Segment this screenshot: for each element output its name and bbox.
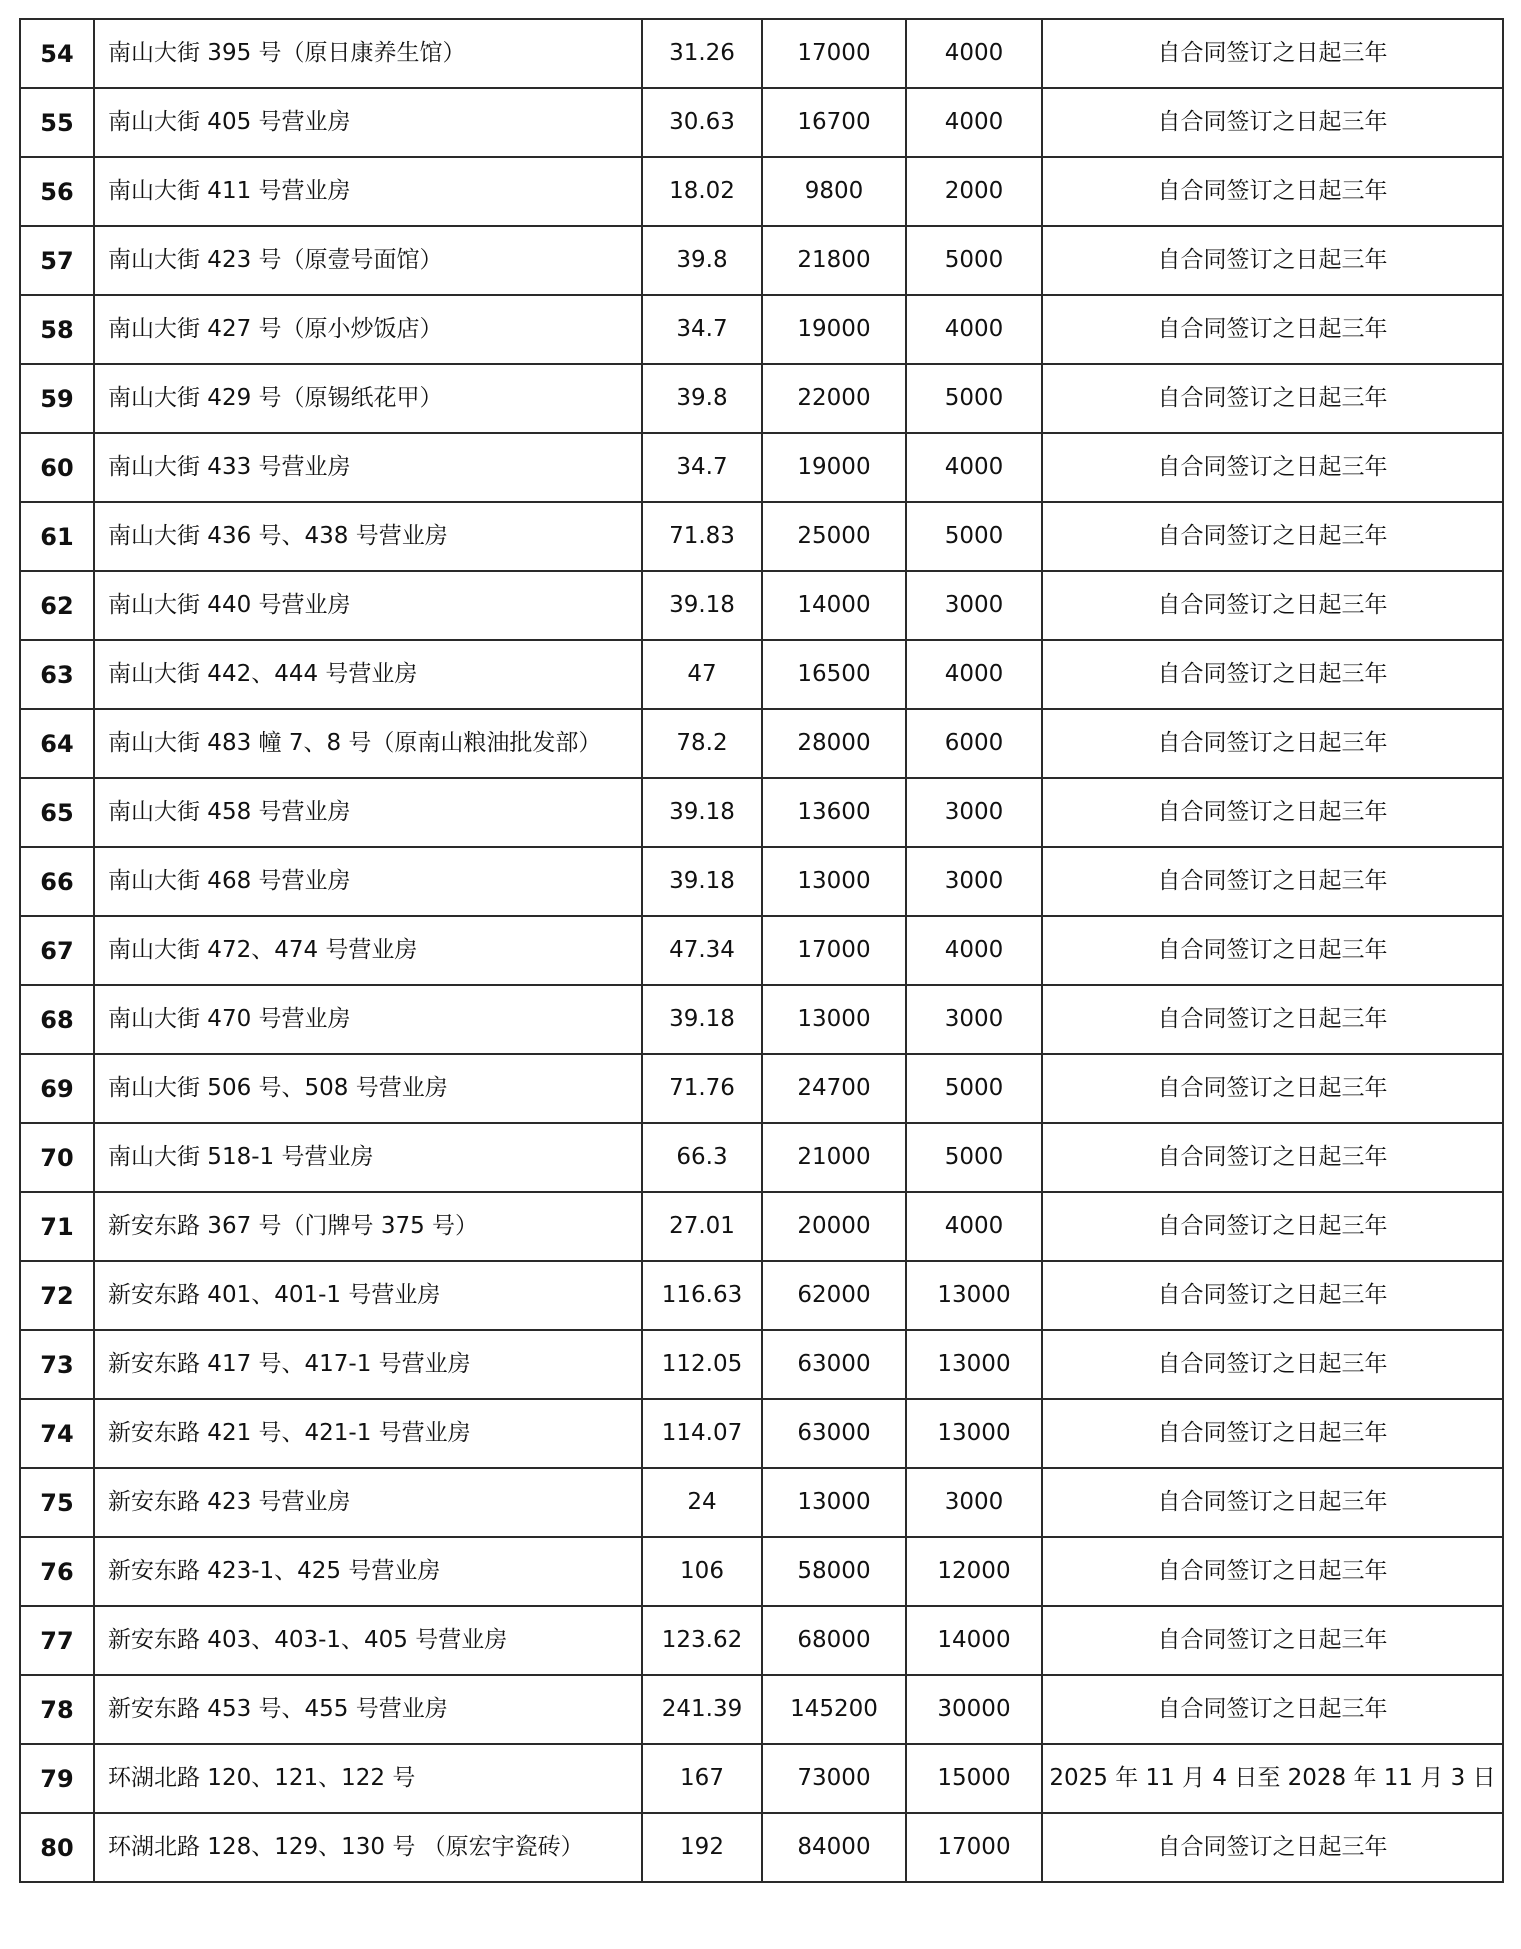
area-value: 27.01 (642, 1192, 762, 1261)
row-number: 79 (20, 1744, 94, 1813)
property-address: 新安东路 401、401-1 号营业房 (94, 1261, 642, 1330)
rent-value: 22000 (762, 364, 906, 433)
deposit-value: 5000 (906, 502, 1042, 571)
rent-value: 63000 (762, 1330, 906, 1399)
table-row (20, 778, 1503, 847)
rent-value: 19000 (762, 295, 906, 364)
rent-value: 16500 (762, 640, 906, 709)
row-number: 67 (20, 916, 94, 985)
deposit-value: 5000 (906, 364, 1042, 433)
property-lease-table (19, 18, 1504, 1883)
row-number: 71 (20, 1192, 94, 1261)
deposit-value: 30000 (906, 1675, 1042, 1744)
lease-term: 自合同签订之日起三年 (1042, 1123, 1503, 1192)
area-value: 106 (642, 1537, 762, 1606)
rent-value: 17000 (762, 19, 906, 88)
lease-term: 自合同签订之日起三年 (1042, 88, 1503, 157)
table-row (20, 1606, 1503, 1675)
property-address: 南山大街 427 号（原小炒饭店） (94, 295, 642, 364)
deposit-value: 4000 (906, 1192, 1042, 1261)
lease-term: 自合同签订之日起三年 (1042, 1192, 1503, 1261)
row-number: 80 (20, 1813, 94, 1882)
table-row (20, 1675, 1503, 1744)
property-address: 南山大街 433 号营业房 (94, 433, 642, 502)
area-value: 39.18 (642, 778, 762, 847)
area-value: 39.18 (642, 847, 762, 916)
property-address: 南山大街 429 号（原锡纸花甲） (94, 364, 642, 433)
table-row (20, 916, 1503, 985)
lease-term: 自合同签订之日起三年 (1042, 433, 1503, 502)
row-number: 64 (20, 709, 94, 778)
area-value: 78.2 (642, 709, 762, 778)
deposit-value: 4000 (906, 88, 1042, 157)
table-row (20, 709, 1503, 778)
rent-value: 58000 (762, 1537, 906, 1606)
area-value: 47 (642, 640, 762, 709)
lease-term: 自合同签订之日起三年 (1042, 157, 1503, 226)
lease-term: 自合同签订之日起三年 (1042, 709, 1503, 778)
table-body (20, 19, 1503, 1882)
area-value: 112.05 (642, 1330, 762, 1399)
table-row (20, 433, 1503, 502)
rent-value: 9800 (762, 157, 906, 226)
deposit-value: 13000 (906, 1261, 1042, 1330)
row-number: 69 (20, 1054, 94, 1123)
property-address: 南山大街 506 号、508 号营业房 (94, 1054, 642, 1123)
lease-term: 自合同签订之日起三年 (1042, 1399, 1503, 1468)
row-number: 77 (20, 1606, 94, 1675)
lease-term: 自合同签订之日起三年 (1042, 226, 1503, 295)
area-value: 30.63 (642, 88, 762, 157)
property-address: 南山大街 442、444 号营业房 (94, 640, 642, 709)
lease-term: 自合同签订之日起三年 (1042, 1054, 1503, 1123)
property-address: 环湖北路 120、121、122 号 (94, 1744, 642, 1813)
row-number: 54 (20, 19, 94, 88)
property-address: 南山大街 458 号营业房 (94, 778, 642, 847)
property-address: 新安东路 417 号、417-1 号营业房 (94, 1330, 642, 1399)
row-number: 56 (20, 157, 94, 226)
lease-term: 自合同签订之日起三年 (1042, 1468, 1503, 1537)
rent-value: 13600 (762, 778, 906, 847)
deposit-value: 15000 (906, 1744, 1042, 1813)
lease-term: 自合同签订之日起三年 (1042, 571, 1503, 640)
property-address: 新安东路 403、403-1、405 号营业房 (94, 1606, 642, 1675)
area-value: 114.07 (642, 1399, 762, 1468)
area-value: 31.26 (642, 19, 762, 88)
deposit-value: 3000 (906, 778, 1042, 847)
row-number: 70 (20, 1123, 94, 1192)
rent-value: 145200 (762, 1675, 906, 1744)
property-address: 南山大街 440 号营业房 (94, 571, 642, 640)
deposit-value: 4000 (906, 916, 1042, 985)
row-number: 66 (20, 847, 94, 916)
deposit-value: 4000 (906, 295, 1042, 364)
property-address: 新安东路 367 号（门牌号 375 号） (94, 1192, 642, 1261)
area-value: 66.3 (642, 1123, 762, 1192)
property-address: 新安东路 423-1、425 号营业房 (94, 1537, 642, 1606)
property-address: 新安东路 423 号营业房 (94, 1468, 642, 1537)
property-address: 新安东路 453 号、455 号营业房 (94, 1675, 642, 1744)
rent-value: 68000 (762, 1606, 906, 1675)
area-value: 123.62 (642, 1606, 762, 1675)
property-address: 南山大街 411 号营业房 (94, 157, 642, 226)
area-value: 34.7 (642, 433, 762, 502)
table-row (20, 1123, 1503, 1192)
table-row (20, 19, 1503, 88)
row-number: 74 (20, 1399, 94, 1468)
table-row (20, 1192, 1503, 1261)
row-number: 60 (20, 433, 94, 502)
lease-term: 自合同签订之日起三年 (1042, 1813, 1503, 1882)
rent-value: 21000 (762, 1123, 906, 1192)
lease-term: 自合同签订之日起三年 (1042, 1537, 1503, 1606)
rent-value: 17000 (762, 916, 906, 985)
deposit-value: 12000 (906, 1537, 1042, 1606)
table-row (20, 640, 1503, 709)
area-value: 47.34 (642, 916, 762, 985)
deposit-value: 5000 (906, 1123, 1042, 1192)
lease-term: 自合同签订之日起三年 (1042, 1330, 1503, 1399)
area-value: 116.63 (642, 1261, 762, 1330)
area-value: 192 (642, 1813, 762, 1882)
area-value: 39.8 (642, 364, 762, 433)
deposit-value: 5000 (906, 1054, 1042, 1123)
area-value: 39.18 (642, 985, 762, 1054)
deposit-value: 4000 (906, 640, 1042, 709)
rent-value: 25000 (762, 502, 906, 571)
table-row (20, 1330, 1503, 1399)
row-number: 76 (20, 1537, 94, 1606)
deposit-value: 13000 (906, 1330, 1042, 1399)
table-row (20, 1813, 1503, 1882)
deposit-value: 5000 (906, 226, 1042, 295)
rent-value: 13000 (762, 847, 906, 916)
rent-value: 13000 (762, 985, 906, 1054)
rent-value: 16700 (762, 88, 906, 157)
deposit-value: 3000 (906, 571, 1042, 640)
area-value: 167 (642, 1744, 762, 1813)
deposit-value: 3000 (906, 1468, 1042, 1537)
row-number: 59 (20, 364, 94, 433)
lease-term: 自合同签订之日起三年 (1042, 295, 1503, 364)
table-row (20, 1054, 1503, 1123)
property-address: 南山大街 468 号营业房 (94, 847, 642, 916)
rent-value: 19000 (762, 433, 906, 502)
area-value: 24 (642, 1468, 762, 1537)
rent-value: 21800 (762, 226, 906, 295)
row-number: 75 (20, 1468, 94, 1537)
area-value: 241.39 (642, 1675, 762, 1744)
lease-term: 自合同签订之日起三年 (1042, 916, 1503, 985)
property-address: 南山大街 472、474 号营业房 (94, 916, 642, 985)
property-address: 新安东路 421 号、421-1 号营业房 (94, 1399, 642, 1468)
lease-term: 自合同签订之日起三年 (1042, 778, 1503, 847)
area-value: 71.76 (642, 1054, 762, 1123)
lease-term: 自合同签订之日起三年 (1042, 1675, 1503, 1744)
table-row (20, 502, 1503, 571)
rent-value: 13000 (762, 1468, 906, 1537)
document-page (19, 18, 1502, 1883)
lease-term: 2025 年 11 月 4 日至 2028 年 11 月 3 日 (1042, 1744, 1503, 1813)
area-value: 39.8 (642, 226, 762, 295)
row-number: 57 (20, 226, 94, 295)
deposit-value: 4000 (906, 433, 1042, 502)
area-value: 18.02 (642, 157, 762, 226)
row-number: 58 (20, 295, 94, 364)
rent-value: 28000 (762, 709, 906, 778)
property-address: 南山大街 436 号、438 号营业房 (94, 502, 642, 571)
lease-term: 自合同签订之日起三年 (1042, 19, 1503, 88)
lease-term: 自合同签订之日起三年 (1042, 985, 1503, 1054)
deposit-value: 4000 (906, 19, 1042, 88)
deposit-value: 13000 (906, 1399, 1042, 1468)
rent-value: 24700 (762, 1054, 906, 1123)
table-row (20, 88, 1503, 157)
deposit-value: 14000 (906, 1606, 1042, 1675)
deposit-value: 3000 (906, 985, 1042, 1054)
table-row (20, 1399, 1503, 1468)
table-row (20, 1744, 1503, 1813)
lease-term: 自合同签订之日起三年 (1042, 502, 1503, 571)
table-row (20, 1537, 1503, 1606)
row-number: 63 (20, 640, 94, 709)
rent-value: 63000 (762, 1399, 906, 1468)
table-row (20, 157, 1503, 226)
rent-value: 84000 (762, 1813, 906, 1882)
lease-term: 自合同签订之日起三年 (1042, 364, 1503, 433)
table-row (20, 295, 1503, 364)
table-row (20, 985, 1503, 1054)
table-row (20, 226, 1503, 295)
property-address: 南山大街 470 号营业房 (94, 985, 642, 1054)
rent-value: 20000 (762, 1192, 906, 1261)
table-row (20, 1468, 1503, 1537)
row-number: 61 (20, 502, 94, 571)
deposit-value: 3000 (906, 847, 1042, 916)
lease-term: 自合同签订之日起三年 (1042, 1606, 1503, 1675)
row-number: 65 (20, 778, 94, 847)
table-row (20, 571, 1503, 640)
deposit-value: 17000 (906, 1813, 1042, 1882)
property-address: 南山大街 483 幢 7、8 号（原南山粮油批发部） (94, 709, 642, 778)
property-address: 南山大街 423 号（原壹号面馆） (94, 226, 642, 295)
table-row (20, 847, 1503, 916)
row-number: 55 (20, 88, 94, 157)
property-address: 南山大街 395 号（原日康养生馆） (94, 19, 642, 88)
rent-value: 14000 (762, 571, 906, 640)
row-number: 78 (20, 1675, 94, 1744)
table-row (20, 364, 1503, 433)
area-value: 71.83 (642, 502, 762, 571)
rent-value: 62000 (762, 1261, 906, 1330)
row-number: 68 (20, 985, 94, 1054)
row-number: 72 (20, 1261, 94, 1330)
lease-term: 自合同签订之日起三年 (1042, 847, 1503, 916)
property-address: 南山大街 518-1 号营业房 (94, 1123, 642, 1192)
table-row (20, 1261, 1503, 1330)
deposit-value: 6000 (906, 709, 1042, 778)
area-value: 34.7 (642, 295, 762, 364)
lease-term: 自合同签订之日起三年 (1042, 640, 1503, 709)
rent-value: 73000 (762, 1744, 906, 1813)
row-number: 73 (20, 1330, 94, 1399)
row-number: 62 (20, 571, 94, 640)
area-value: 39.18 (642, 571, 762, 640)
property-address: 环湖北路 128、129、130 号 （原宏宇瓷砖） (94, 1813, 642, 1882)
lease-term: 自合同签订之日起三年 (1042, 1261, 1503, 1330)
deposit-value: 2000 (906, 157, 1042, 226)
property-address: 南山大街 405 号营业房 (94, 88, 642, 157)
